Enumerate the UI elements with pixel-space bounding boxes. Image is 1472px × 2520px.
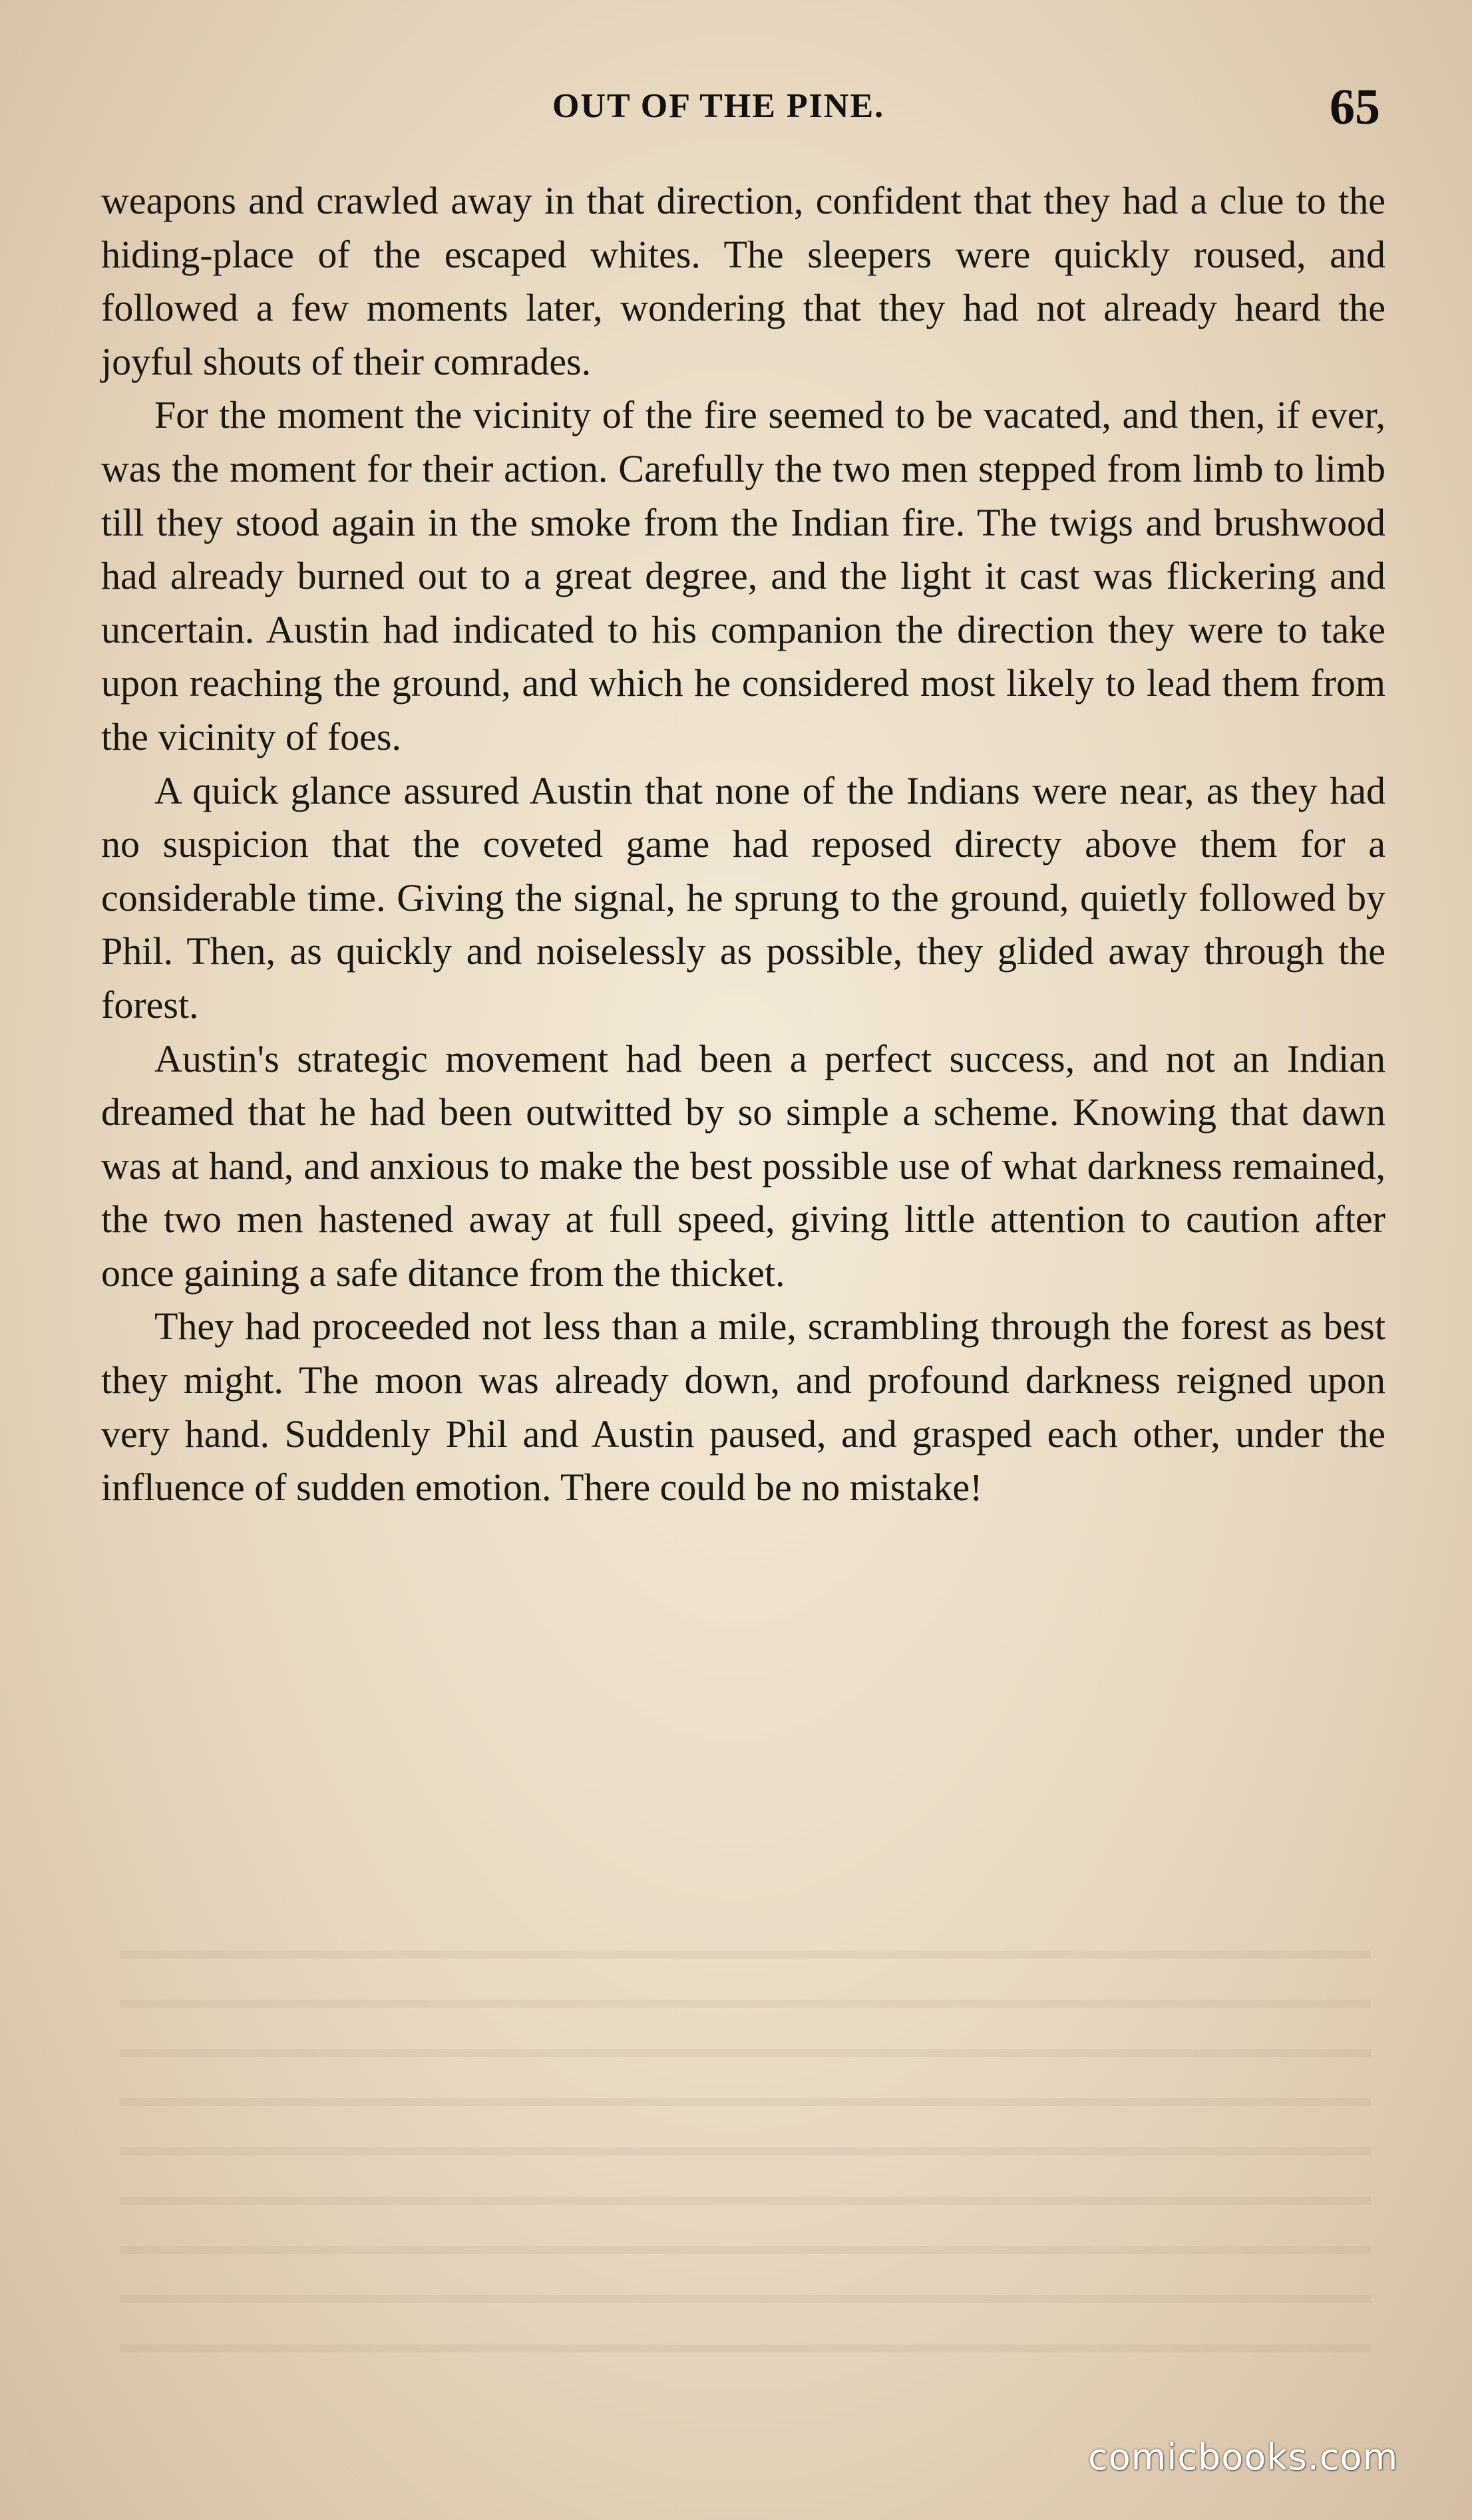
paragraph: They had proceeded not less than a mile, scrambling through the forest as best they might. The moon was already down, and profound darkness reigned upon very hand. Suddenly Phil and Austin paused, and grasped each other, under the influence of sudden emotion. There could be no mistake! xyxy=(101,1305,1385,1509)
watermark: comicbooks.com xyxy=(1088,2436,1399,2478)
body-text xyxy=(101,174,1385,1515)
show-through-text xyxy=(120,1909,1371,2362)
paragraph: weapons and crawled away in that direction, confident that they had a clue to the hiding-place of the escaped whites. The sleepers were quickly roused, and followed a few moments later, wondering that they had not already heard the joyful shouts of their comrades. xyxy=(101,179,1385,383)
page-number: 65 xyxy=(1330,79,1380,135)
paragraph: Austin's strategic movement had been a perfect success, and not an Indian dreamed that he had been outwitted by so simple a scheme. Knowing that dawn was at hand, and anxious to make the best possible use of what darkness remained, the two men hastened away at full speed, giving little attention to caution after once gaining a safe ditance from the thicket. xyxy=(101,1036,1385,1295)
page-header xyxy=(0,79,1472,135)
paragraph: A quick glance assured Austin that none of the Indians were near, as they had no suspicion that the coveted game had reposed directy above them for a considerable time. Giving the signal, he sprung to the ground, quietly followed by Phil. Then, as quickly and noiselessly as possible, they glided away through the forest. xyxy=(101,768,1385,1026)
running-head: OUT OF THE PINE. xyxy=(552,87,885,125)
paragraph: For the moment the vicinity of the fire seemed to be vacated, and then, if ever, was the moment for their action. Carefully the two men stepped from limb to limb till they stood again in the smoke from the Indian fire. The twigs and brushwood had already burned out to a great degree, and the light it cast was flickering and uncertain. Austin had indicated to his companion the direction they were to take upon reaching the ground, and which he considered most likely to lead them from the vicinity of foes. xyxy=(101,393,1385,758)
